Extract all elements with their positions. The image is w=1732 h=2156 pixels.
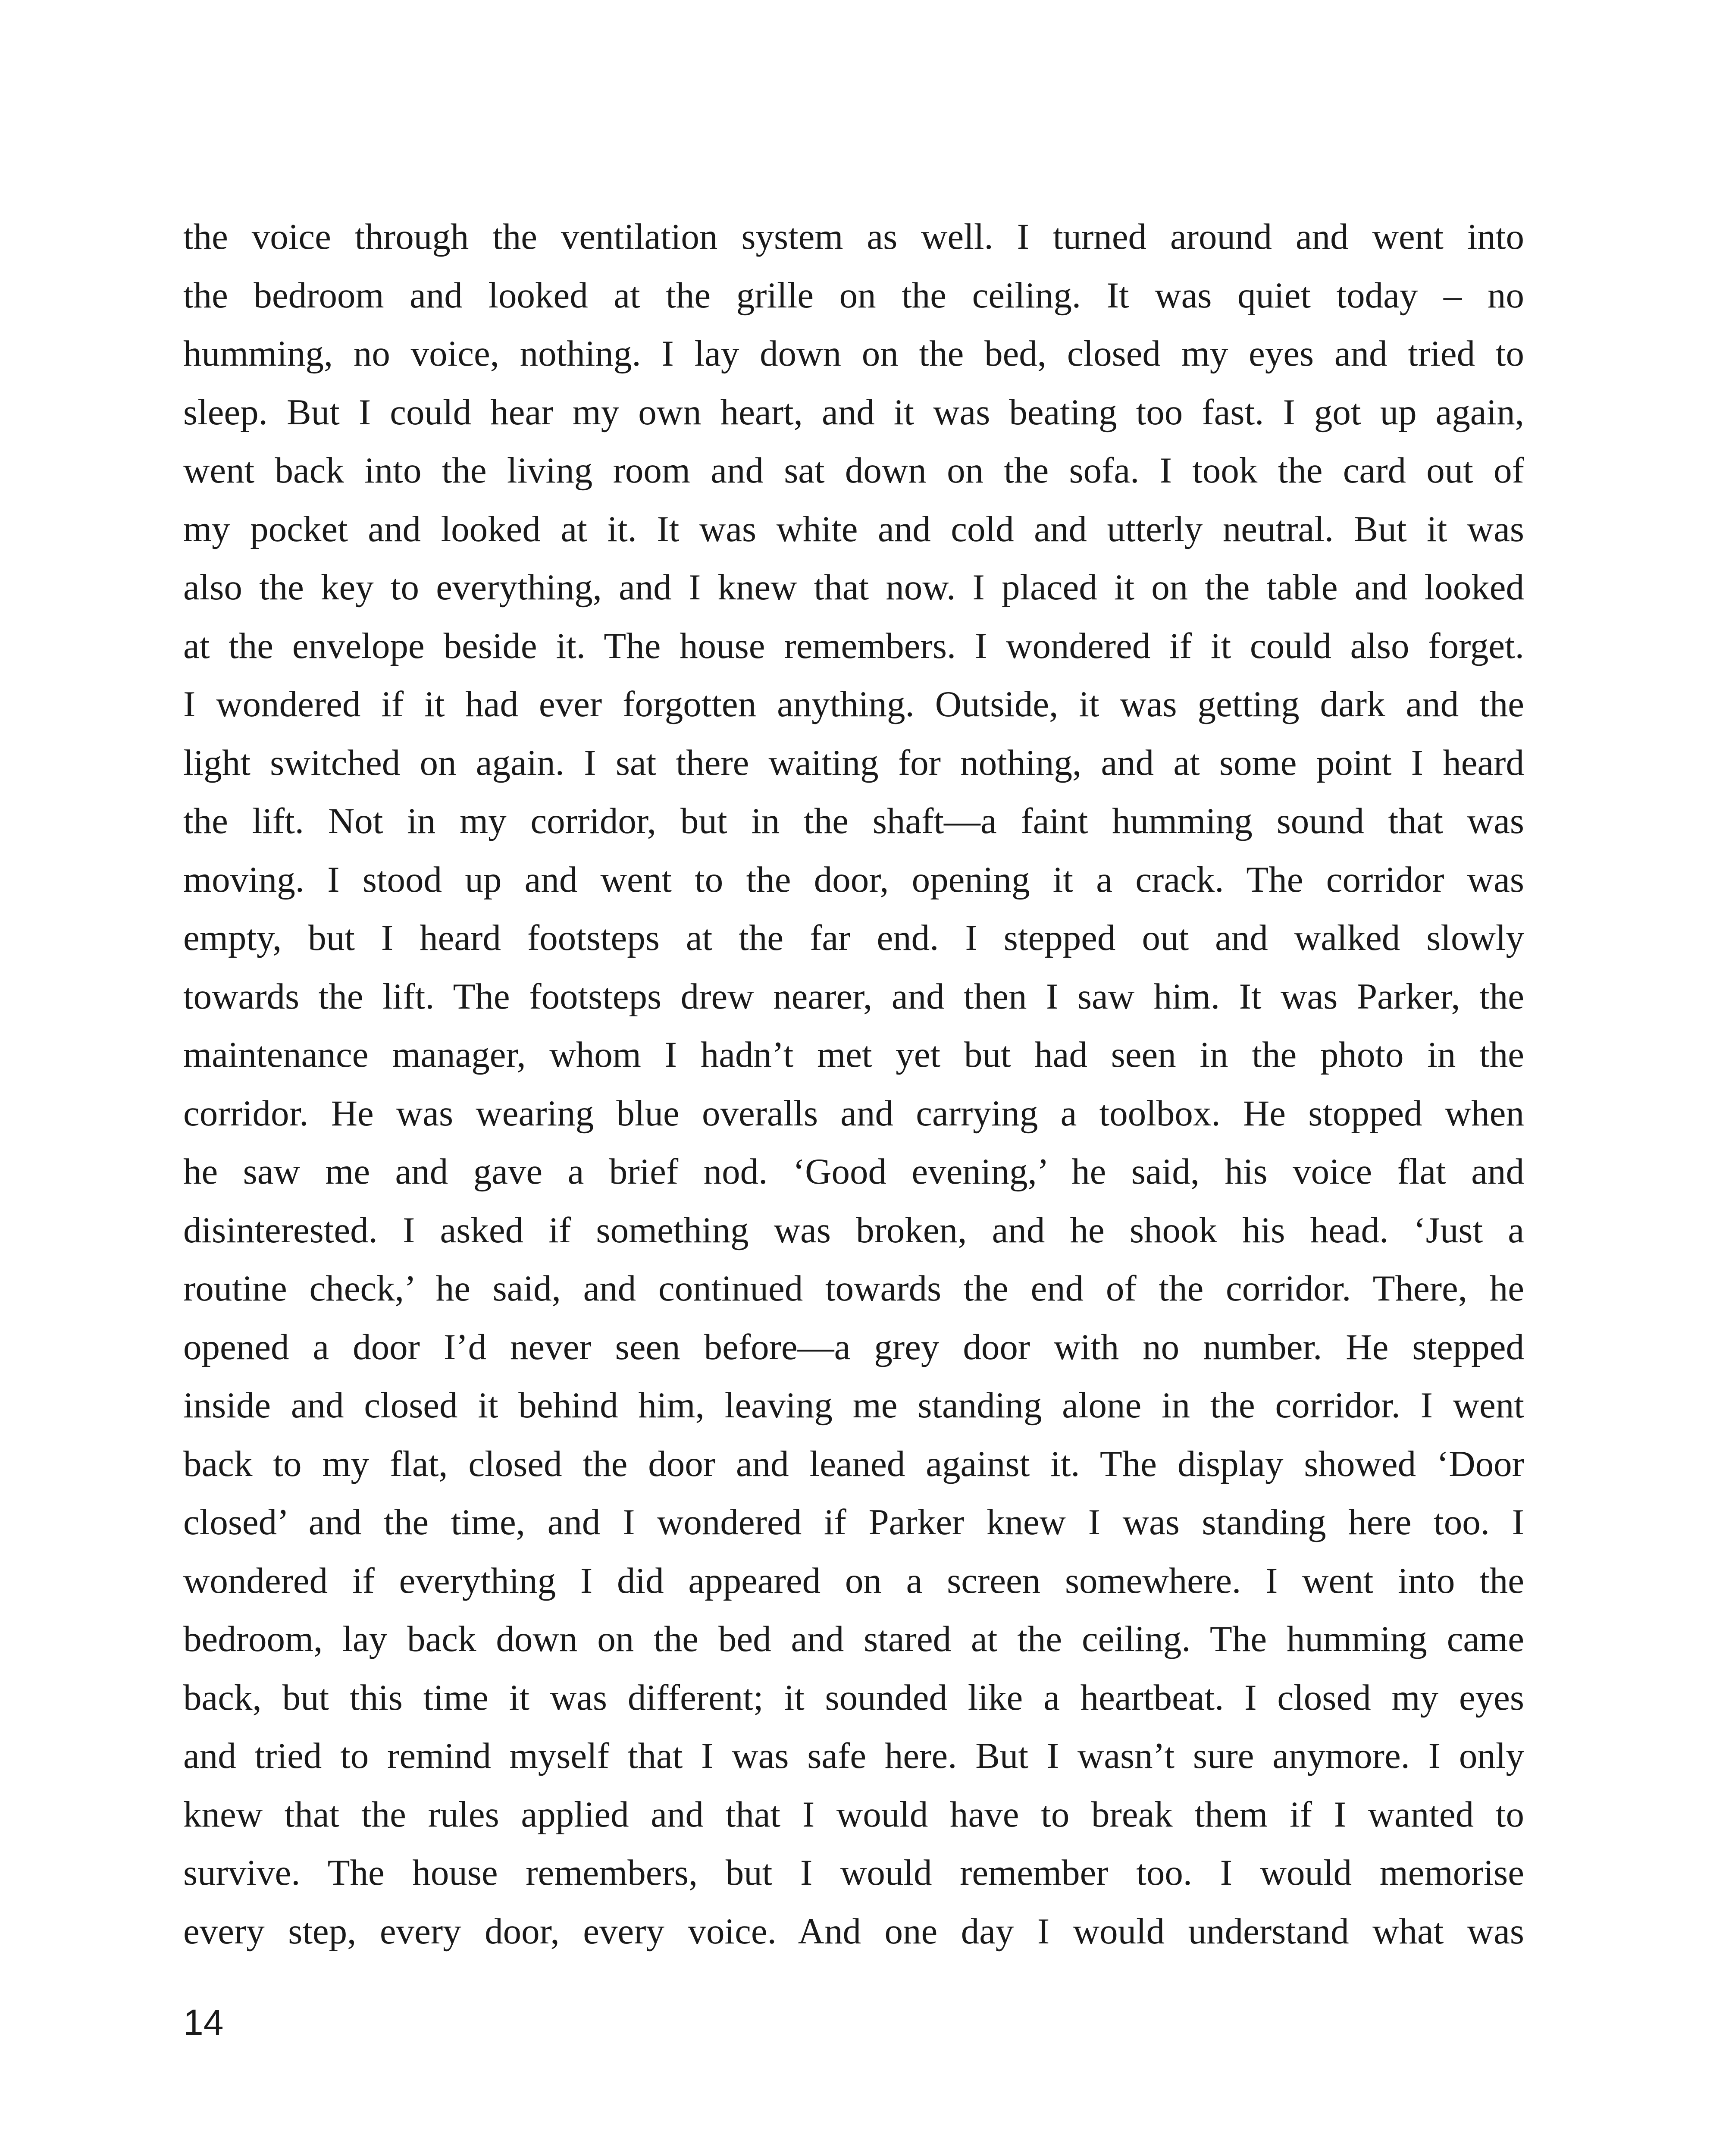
text-line: inside and closed it behind him, leaving me standing alone in the corridor. I went bbox=[183, 1385, 1524, 1426]
text-line: the lift. Not in my corridor, but in the shaft—a faint humming sound that was bbox=[183, 801, 1524, 841]
text-line: humming, no voice, nothing. I lay down on the bed, closed my eyes and tried to bbox=[183, 333, 1524, 374]
text-line: sleep. But I could hear my own heart, and it was beating too fast. I got up again, bbox=[183, 392, 1524, 432]
text-line: knew that the rules applied and that I would have to break them if I wanted to bbox=[183, 1794, 1524, 1835]
text-line: back to my flat, closed the door and leaned against it. The display showed ‘Door bbox=[183, 1443, 1524, 1484]
text-line: survive. The house remembers, but I would remember too. I would memorise bbox=[183, 1852, 1524, 1893]
text-line: moving. I stood up and went to the door, opening it a crack. The corridor was bbox=[183, 859, 1524, 900]
text-line: empty, but I heard footsteps at the far end. I stepped out and walked slowly bbox=[183, 918, 1524, 958]
text-line: maintenance manager, whom I hadn’t met yet but had seen in the photo in the bbox=[183, 1034, 1524, 1075]
text-line: went back into the living room and sat down on the sofa. I took the card out of bbox=[183, 450, 1524, 491]
text-line: I wondered if it had ever forgotten anything. Outside, it was getting dark and the bbox=[183, 684, 1524, 724]
text-line: the bedroom and looked at the grille on the ceiling. It was quiet today – no bbox=[183, 275, 1524, 316]
text-line: and tried to remind myself that I was safe here. But I wasn’t sure anymore. I only bbox=[183, 1736, 1524, 1776]
text-line: opened a door I’d never seen before—a grey door with no number. He stepped bbox=[183, 1326, 1524, 1367]
text-line: every step, every door, every voice. And one day I would understand what was bbox=[183, 1911, 1524, 1952]
text-line: my pocket and looked at it. It was white and cold and utterly neutral. But it was bbox=[183, 508, 1524, 549]
text-line: closed’ and the time, and I wondered if Parker knew I was standing here too. I bbox=[183, 1502, 1524, 1542]
text-line: the voice through the ventilation system as well. I turned around and went into bbox=[183, 216, 1524, 257]
text-line: back, but this time it was different; it sounded like a heartbeat. I closed my eyes bbox=[183, 1677, 1524, 1718]
text-line: at the envelope beside it. The house remembers. I wondered if it could also forget. bbox=[183, 625, 1524, 666]
text-line: corridor. He was wearing blue overalls and carrying a toolbox. He stopped when bbox=[183, 1093, 1524, 1134]
text-line: he saw me and gave a brief nod. ‘Good evening,’ he said, his voice flat and bbox=[183, 1151, 1524, 1192]
text-line: disinterested. I asked if something was broken, and he shook his head. ‘Just a bbox=[183, 1210, 1524, 1250]
text-line: routine check,’ he said, and continued towards the end of the corridor. There, he bbox=[183, 1268, 1524, 1309]
page-number: 14 bbox=[183, 2002, 224, 2043]
text-line: towards the lift. The footsteps drew nearer, and then I saw him. It was Parker, the bbox=[183, 976, 1524, 1017]
text-line: light switched on again. I sat there waiting for nothing, and at some point I heard bbox=[183, 742, 1524, 783]
text-line: wondered if everything I did appeared on a screen somewhere. I went into the bbox=[183, 1560, 1524, 1601]
text-line: bedroom, lay back down on the bed and stared at the ceiling. The humming came bbox=[183, 1619, 1524, 1659]
text-line: also the key to everything, and I knew that now. I placed it on the table and looked bbox=[183, 567, 1524, 608]
body-text bbox=[183, 208, 1524, 1961]
